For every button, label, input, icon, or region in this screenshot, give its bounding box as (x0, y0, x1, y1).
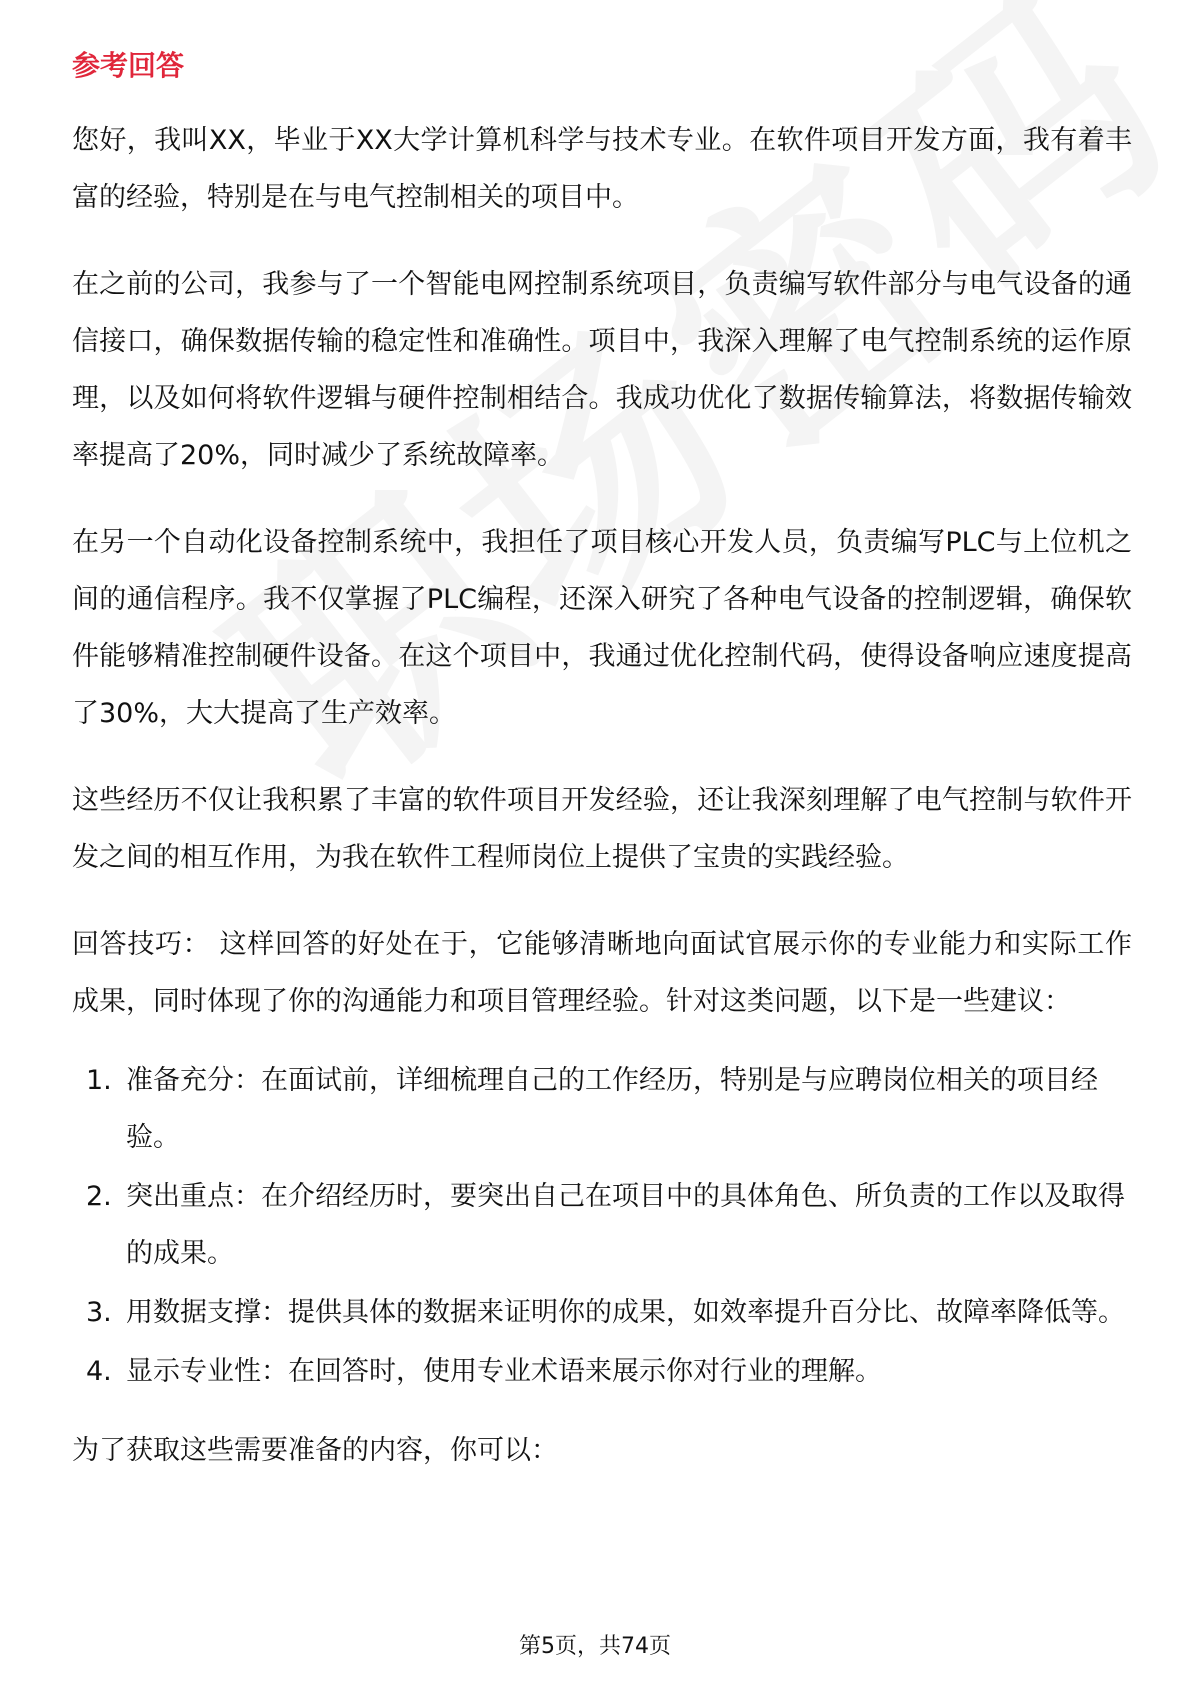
list-number: 4. (86, 1356, 112, 1387)
advice-list (72, 1052, 1132, 1400)
document-body (72, 46, 1132, 1479)
list-item (72, 1284, 1132, 1341)
list-item (72, 1052, 1132, 1166)
section-heading: 参考回答 (72, 49, 185, 82)
page-number: 第5页，共74页 (519, 1634, 671, 1659)
list-item (72, 1168, 1132, 1282)
list-text: 突出重点：在介绍经历时，要突出自己在项目中的具体角色、所负责的工作以及取得的成果。 (126, 1181, 1125, 1269)
list-number: 3. (86, 1297, 112, 1328)
paragraph-project-1: 在之前的公司，我参与了一个智能电网控制系统项目，负责编写软件部分与电气设备的通信接口，确保数据传输的稳定性和准确性。项目中，我深入理解了电气控制系统的运作原理，以及如何将软件逻辑与硬件控制相结合。我成功优化了数据传输算法，将数据传输效率提高了20%，同时减少了系统故障率。 (72, 269, 1132, 471)
paragraph-project-2: 在另一个自动化设备控制系统中，我担任了项目核心开发人员，负责编写PLC与上位机之间的通信程序。我不仅掌握了PLC编程，还深入研究了各种电气设备的控制逻辑，确保软件能够精准控制硬件设备。在这个项目中，我通过优化控制代码，使得设备响应速度提高了30%，大大提高了生产效率。 (72, 527, 1132, 729)
list-text: 准备充分：在面试前，详细梳理自己的工作经历，特别是与应聘岗位相关的项目经验。 (126, 1065, 1098, 1153)
paragraph-summary: 这些经历不仅让我积累了丰富的软件项目开发经验，还让我深刻理解了电气控制与软件开发之间的相互作用，为我在软件工程师岗位上提供了宝贵的实践经验。 (72, 785, 1132, 873)
list-number: 1. (86, 1065, 112, 1096)
closing-line: 为了获取这些需要准备的内容，你可以： (72, 1435, 558, 1466)
paragraph-intro: 您好，我叫XX，毕业于XX大学计算机科学与技术专业。在软件项目开发方面，我有着丰富的经验，特别是在与电气控制相关的项目中。 (72, 125, 1132, 213)
list-number: 2. (86, 1181, 112, 1212)
answer-tips: 回答技巧： 这样回答的好处在于，它能够清晰地向面试官展示你的专业能力和实际工作成果，同时体现了你的沟通能力和项目管理经验。针对这类问题，以下是一些建议： (72, 929, 1132, 1017)
list-item (72, 1343, 1132, 1400)
list-text: 用数据支撑：提供具体的数据来证明你的成果，如效率提升百分比、故障率降低等。 (126, 1297, 1125, 1328)
list-text: 显示专业性：在回答时，使用专业术语来展示你对行业的理解。 (126, 1356, 882, 1387)
